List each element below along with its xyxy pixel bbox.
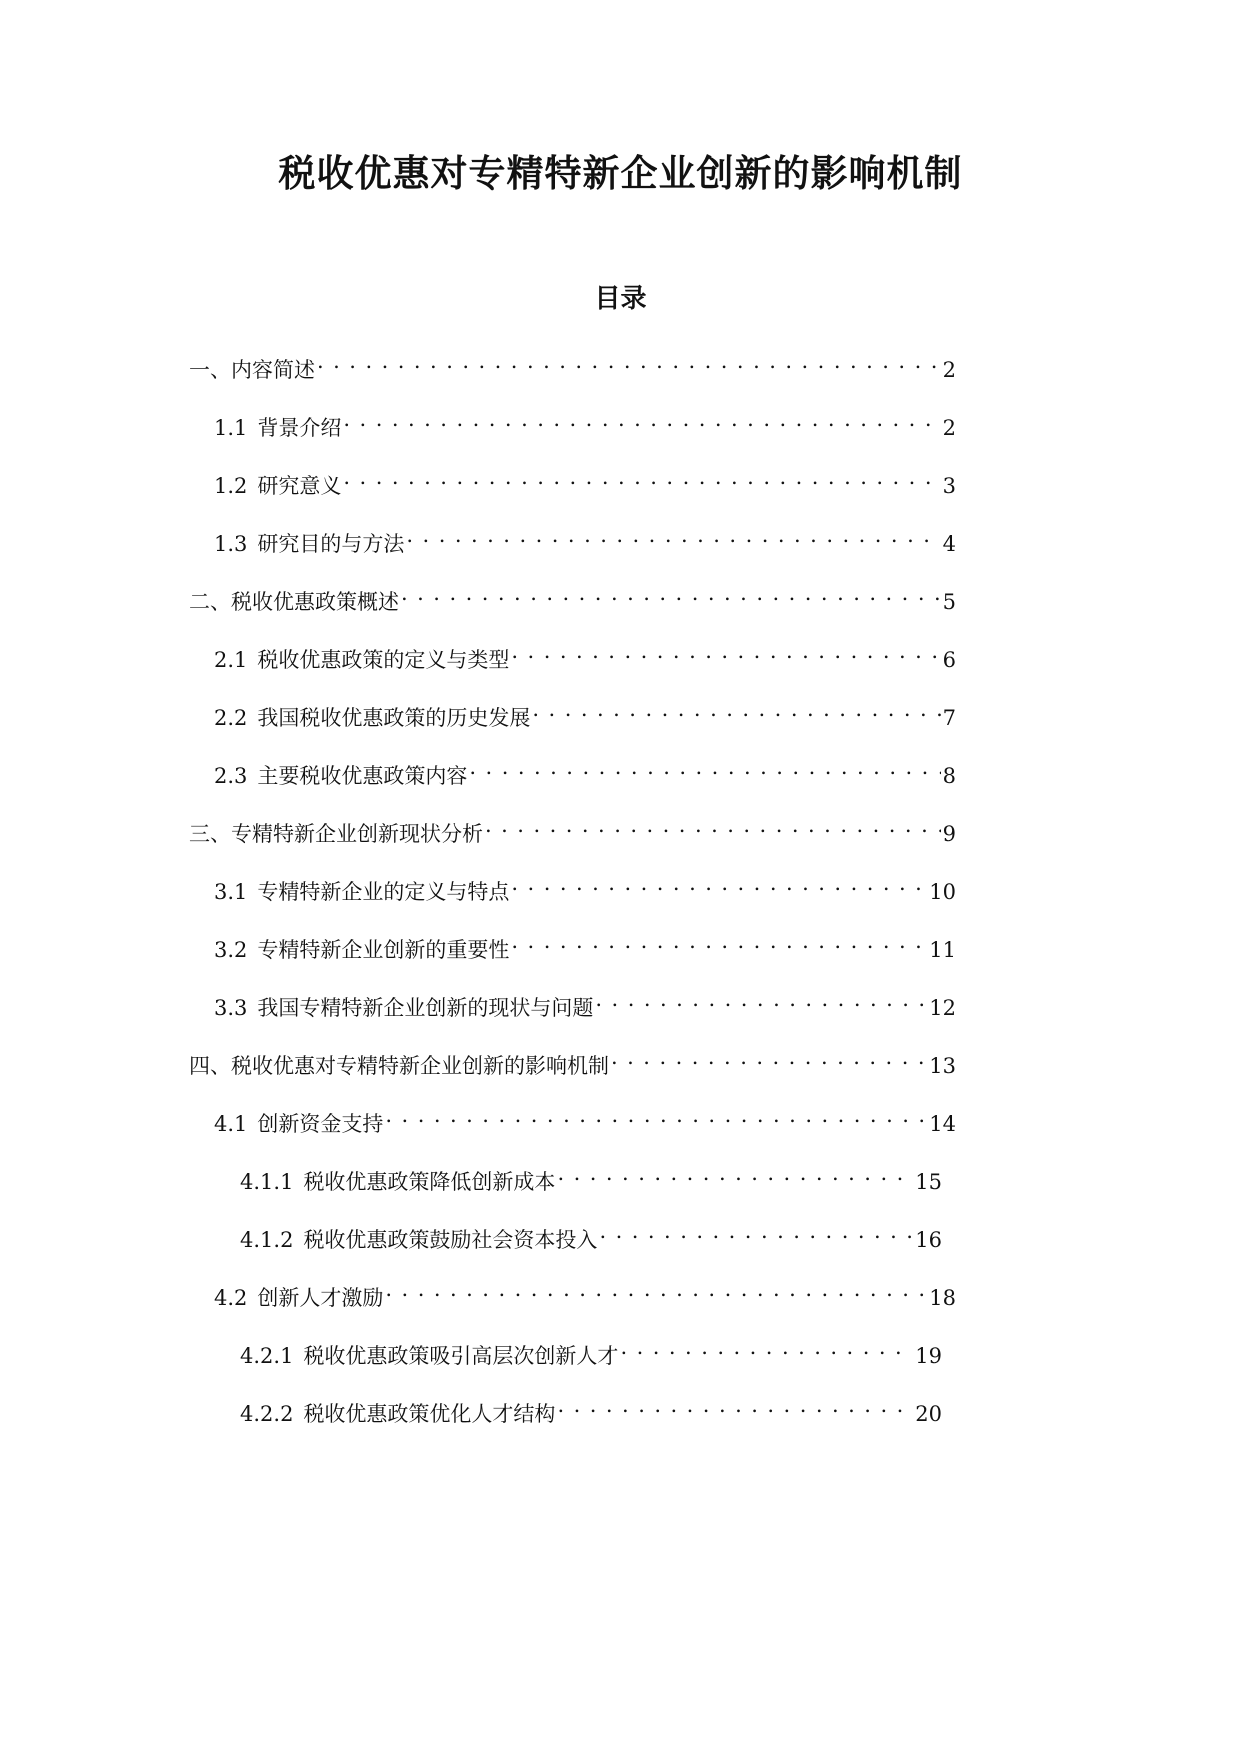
toc-entry-4-2-2[interactable] [240,1389,942,1426]
toc-dot-leader [406,519,940,551]
toc-entry-1-3[interactable] [214,519,956,556]
toc-entry-number: 3.2 [214,938,248,962]
toc-entry-text: 专精特新企业创新的重要性 [257,938,510,962]
toc-entry-4-2-1[interactable] [240,1331,942,1368]
toc-entry-text: 主要税收优惠政策内容 [257,764,468,788]
toc-entry-text: 创新资金支持 [257,1112,384,1136]
toc-entry-number: 4.1.1 [240,1170,294,1194]
toc-entry-chapter-4[interactable] [189,1041,956,1078]
document-title: 税收优惠对专精特新企业创新的影响机制 [278,151,963,195]
toc-dot-leader [557,1157,913,1189]
toc-entry-number: 1.3 [214,532,248,556]
toc-dot-leader [599,1215,913,1247]
toc-entry-number: 2.3 [214,764,248,788]
toc-entry-number: 3.3 [214,996,248,1020]
toc-dot-leader [511,867,927,899]
toc-dot-leader [485,809,941,841]
toc-entry-text: 我国税收优惠政策的历史发展 [257,706,531,730]
toc-page-number: 13 [929,1054,956,1078]
toc-entry-text: 税收优惠政策优化人才结构 [303,1402,556,1426]
toc-dot-leader [469,751,940,783]
toc-dot-leader [401,577,941,609]
toc-page-number: 9 [942,822,956,846]
toc-entry-text: 税收优惠政策吸引高层次创新人才 [303,1344,619,1368]
toc-page-number: 14 [929,1112,956,1136]
toc-entry-text: 二、税收优惠政策概述 [189,590,399,614]
toc-dot-leader [611,1041,927,1073]
toc-entry-3-3[interactable] [214,983,956,1020]
toc-entry-text: 一、内容简述 [189,358,315,382]
toc-entry-1-1[interactable] [214,403,956,440]
toc-entry-chapter-3[interactable] [189,809,956,846]
toc-dot-leader [620,1331,913,1363]
toc-entry-1-2[interactable] [214,461,956,498]
toc-page-number: 5 [942,590,956,614]
toc-dot-leader [385,1273,927,1305]
toc-entry-4-2[interactable] [214,1273,956,1310]
toc-page-number: 4 [942,532,956,556]
toc-heading: 目录 [594,284,647,314]
toc-entry-text: 研究意义 [257,474,342,498]
toc-entry-number: 4.2 [214,1286,248,1310]
toc-entry-4-1-1[interactable] [240,1157,942,1194]
toc-entry-number: 3.1 [214,880,248,904]
toc-page-number: 8 [942,764,956,788]
toc-entry-text: 税收优惠政策鼓励社会资本投入 [303,1228,598,1252]
toc-dot-leader [511,925,927,957]
toc-entry-text: 我国专精特新企业创新的现状与问题 [257,996,594,1020]
toc-entry-text: 四、税收优惠对专精特新企业创新的影响机制 [189,1054,609,1078]
toc-entry-2-1[interactable] [214,635,956,672]
toc-entry-chapter-1[interactable] [189,345,956,382]
toc-page-number: 7 [942,706,956,730]
toc-dot-leader [343,461,940,493]
toc-page-number: 19 [915,1344,942,1368]
toc-entry-number: 1.2 [214,474,248,498]
toc-dot-leader [595,983,927,1015]
toc-dot-leader [343,403,940,435]
toc-entry-number: 4.1.2 [240,1228,294,1252]
toc-page-number: 10 [929,880,956,904]
toc-page-number: 3 [942,474,956,498]
toc-entry-text: 三、专精特新企业创新现状分析 [189,822,483,846]
toc-entry-text: 专精特新企业的定义与特点 [257,880,510,904]
toc-dot-leader [532,693,940,725]
toc-dot-leader [511,635,940,667]
toc-page-number: 16 [915,1228,942,1252]
toc-entry-number: 1.1 [214,416,248,440]
toc-entry-3-2[interactable] [214,925,956,962]
toc-entry-2-3[interactable] [214,751,956,788]
toc-page-number: 12 [929,996,956,1020]
toc-entry-3-1[interactable] [214,867,956,904]
toc-page-number: 2 [942,358,956,382]
toc-entry-number: 2.1 [214,648,248,672]
toc-entry-2-2[interactable] [214,693,956,730]
toc-entry-chapter-2[interactable] [189,577,956,614]
toc-dot-leader [317,345,941,377]
toc-page-number: 20 [915,1402,942,1426]
toc-page-number: 2 [942,416,956,440]
toc-entry-text: 税收优惠政策的定义与类型 [257,648,510,672]
toc-page-number: 11 [929,938,956,962]
toc-dot-leader [385,1099,927,1131]
toc-entry-text: 研究目的与方法 [257,532,405,556]
toc-entry-number: 4.2.1 [240,1344,294,1368]
toc-entry-number: 4.1 [214,1112,248,1136]
toc-page-number: 6 [942,648,956,672]
toc-page-number: 18 [929,1286,956,1310]
toc-entry-number: 2.2 [214,706,248,730]
toc-entry-4-1-2[interactable] [240,1215,942,1252]
toc-entry-text: 背景介绍 [257,416,342,440]
toc-entry-text: 税收优惠政策降低创新成本 [303,1170,556,1194]
toc-entry-text: 创新人才激励 [257,1286,384,1310]
toc-entry-4-1[interactable] [214,1099,956,1136]
toc-entry-number: 4.2.2 [240,1402,294,1426]
toc-page-number: 15 [915,1170,942,1194]
toc-dot-leader [557,1389,913,1421]
